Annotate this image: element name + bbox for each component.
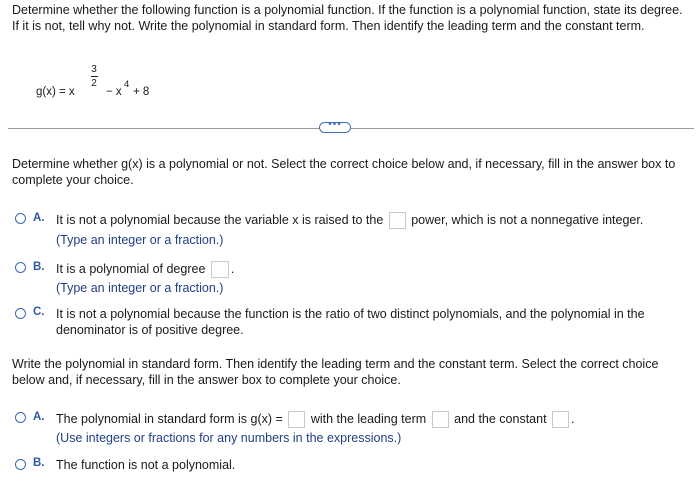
leading-term-answer-box[interactable] [432, 411, 449, 428]
part2-option-a-text-2: with the leading term [310, 412, 427, 426]
part1-option-a-text-before: It is not a polynomial because the variable x is raised to the [56, 213, 384, 227]
part1-option-c-radio[interactable] [15, 308, 26, 319]
constant-answer-box[interactable] [552, 411, 569, 428]
part1-option-c-line1: It is not a polynomial because the function is the ratio of two distinct polynomials, and the polynomial in the [56, 307, 645, 321]
part1-option-b-text-after: . [230, 262, 235, 276]
part2-option-a [56, 411, 575, 428]
part1-option-c-line2: denominator is of positive degree. [56, 323, 244, 337]
part1-option-b-radio[interactable] [15, 262, 26, 273]
constant-term: + 8 [133, 86, 150, 98]
part2-option-b-text: The function is not a polynomial. [56, 458, 236, 472]
function-expression [36, 64, 176, 104]
part2-instruction: Write the polynomial in standard form. Then identify the leading term and the constant term. Select the correct choice below and, if necessary, fill in the answer box to complete your choice. [12, 357, 659, 387]
fraction-exponent [88, 64, 100, 89]
part2-option-b-letter: B. [33, 457, 45, 469]
part1-option-b [56, 261, 234, 278]
question-prompt: Determine whether the following function is a polynomial function. If the function is a polynomial function, state its degree. If it is not, tell why not. Write the polynomial in standard form. Then identify the leading term and the constant term. [12, 3, 683, 33]
part2-option-a-text-3: and the constant [454, 412, 547, 426]
part1-option-a [56, 212, 643, 229]
standard-form-answer-box[interactable] [288, 411, 305, 428]
fraction-bar [91, 76, 98, 77]
section-divider [8, 128, 694, 129]
function-lhs: g(x) = x [36, 86, 75, 98]
part2-option-a-hint: (Use integers or fractions for any numbers in the expressions.) [56, 431, 402, 445]
part1-option-b-text-before: It is a polynomial of degree [56, 262, 206, 276]
part2-option-b-radio[interactable] [15, 459, 26, 470]
power-exponent: 4 [124, 79, 130, 90]
exponent-denominator: 2 [91, 78, 97, 89]
exponent-answer-box[interactable] [389, 212, 406, 229]
minus-term: − x [106, 86, 122, 98]
part1-option-b-hint: (Type an integer or a fraction.) [56, 281, 224, 295]
degree-answer-box[interactable] [211, 261, 229, 278]
more-options-button[interactable]: ••• [319, 122, 351, 133]
part1-instruction: Determine whether g(x) is a polynomial or not. Select the correct choice below and, if necessary, fill in the answer box to complete your choice. [12, 157, 676, 187]
part2-option-a-text-4: . [571, 412, 575, 426]
part1-option-a-text-after: power, which is not a nonnegative integer. [411, 213, 644, 227]
part1-option-a-hint: (Type an integer or a fraction.) [56, 233, 224, 247]
part1-option-c-letter: C. [33, 306, 45, 318]
part2-option-a-text-1: The polynomial in standard form is g(x) = [56, 412, 283, 426]
part1-option-a-radio[interactable] [15, 213, 26, 224]
exponent-numerator: 3 [91, 64, 97, 75]
part1-option-c [56, 306, 692, 338]
part2-option-a-radio[interactable] [15, 412, 26, 423]
part1-option-a-letter: A. [33, 212, 45, 224]
part2-option-a-letter: A. [33, 411, 45, 423]
part1-option-b-letter: B. [33, 261, 45, 273]
